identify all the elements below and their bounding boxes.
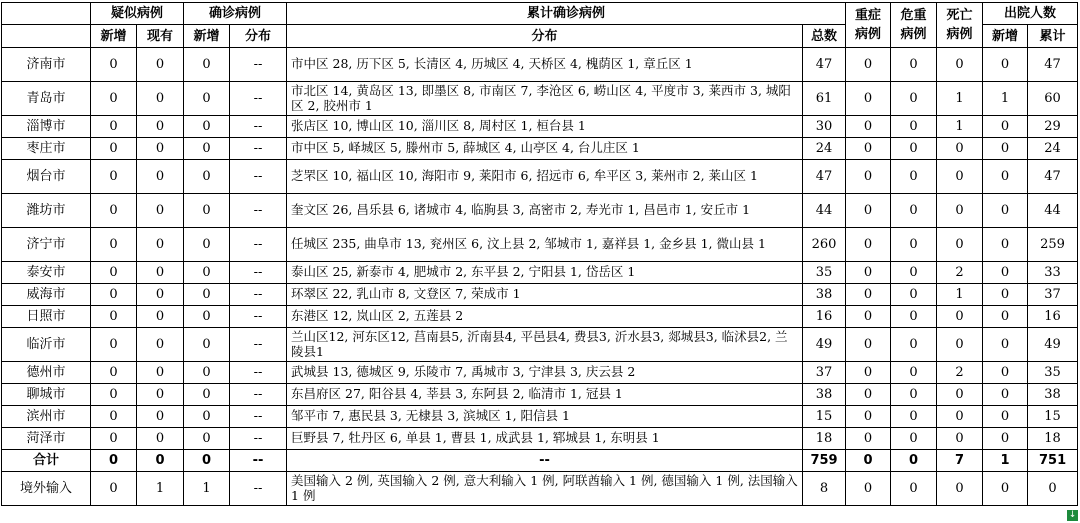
suspected-current: 0 bbox=[137, 138, 184, 160]
severe-count: 0 bbox=[846, 194, 891, 228]
cumulative-total: 8 bbox=[803, 472, 846, 506]
cumulative-total: 18 bbox=[803, 428, 846, 450]
critical-count: 0 bbox=[891, 262, 937, 284]
death-count: 2 bbox=[937, 262, 983, 284]
discharged-cumulative: 37 bbox=[1028, 284, 1078, 306]
cumulative-distribution: 市中区 28, 历下区 5, 长清区 4, 历城区 4, 天桥区 4, 槐荫区 1, 章丘区 1 bbox=[287, 48, 803, 82]
suspected-current: 0 bbox=[137, 384, 184, 406]
confirmed-new: 0 bbox=[184, 262, 230, 284]
city-name: 青岛市 bbox=[2, 82, 91, 116]
city-name: 济南市 bbox=[2, 48, 91, 82]
confirmed-new: 0 bbox=[184, 116, 230, 138]
discharged-cumulative: 29 bbox=[1028, 116, 1078, 138]
death-count: 0 bbox=[937, 328, 983, 362]
cumulative-total: 47 bbox=[803, 48, 846, 82]
header-death: 死亡 病例 bbox=[937, 3, 983, 48]
discharged-new: 0 bbox=[983, 262, 1028, 284]
header-severe: 重症 病例 bbox=[846, 3, 891, 48]
cumulative-total: 759 bbox=[803, 450, 846, 472]
severe-count: 0 bbox=[846, 428, 891, 450]
confirmed-new: 0 bbox=[184, 194, 230, 228]
cumulative-total: 35 bbox=[803, 262, 846, 284]
table-row bbox=[2, 82, 1078, 116]
discharged-cumulative: 18 bbox=[1028, 428, 1078, 450]
city-name: 日照市 bbox=[2, 306, 91, 328]
critical-count: 0 bbox=[891, 82, 937, 116]
cumulative-distribution: 市北区 14, 黄岛区 13, 即墨区 8, 市南区 7, 李沧区 6, 崂山区 4, 平度市 3, 莱西市 3, 城阳区 2, 胶州市 1 bbox=[287, 82, 803, 116]
critical-count: 0 bbox=[891, 406, 937, 428]
cumulative-distribution: 芝罘区 10, 福山区 10, 海阳市 9, 莱阳市 6, 招远市 6, 牟平区 3, 莱州市 2, 莱山区 1 bbox=[287, 160, 803, 194]
severe-count: 0 bbox=[846, 262, 891, 284]
city-name: 枣庄市 bbox=[2, 138, 91, 160]
discharged-new: 0 bbox=[983, 138, 1028, 160]
table-row bbox=[2, 472, 1078, 506]
header-row-1 bbox=[2, 3, 1078, 25]
critical-count: 0 bbox=[891, 450, 937, 472]
suspected-current: 1 bbox=[137, 472, 184, 506]
confirmed-new: 0 bbox=[184, 450, 230, 472]
table-row bbox=[2, 48, 1078, 82]
suspected-current: 0 bbox=[137, 262, 184, 284]
discharged-cumulative: 49 bbox=[1028, 328, 1078, 362]
critical-count: 0 bbox=[891, 228, 937, 262]
cumulative-distribution: 奎文区 26, 昌乐县 6, 诸城市 4, 临朐县 3, 高密市 2, 寿光市 1, 昌邑市 1, 安丘市 1 bbox=[287, 194, 803, 228]
death-count: 1 bbox=[937, 284, 983, 306]
city-name: 滨州市 bbox=[2, 406, 91, 428]
suspected-current: 0 bbox=[137, 328, 184, 362]
severe-count: 0 bbox=[846, 116, 891, 138]
header-discharged: 出院人数 bbox=[983, 3, 1078, 25]
critical-count: 0 bbox=[891, 116, 937, 138]
death-count: 0 bbox=[937, 306, 983, 328]
discharged-cumulative: 16 bbox=[1028, 306, 1078, 328]
critical-count: 0 bbox=[891, 284, 937, 306]
city-name: 泰安市 bbox=[2, 262, 91, 284]
critical-count: 0 bbox=[891, 428, 937, 450]
header-discharged-cumulative: 累计 bbox=[1028, 25, 1078, 48]
severe-count: 0 bbox=[846, 138, 891, 160]
discharged-cumulative: 0 bbox=[1028, 472, 1078, 506]
confirmed-new: 0 bbox=[184, 306, 230, 328]
severe-count: 0 bbox=[846, 48, 891, 82]
covid-case-table bbox=[1, 2, 1078, 506]
discharged-new: 1 bbox=[983, 82, 1028, 116]
confirmed-new: 0 bbox=[184, 138, 230, 160]
suspected-current: 0 bbox=[137, 228, 184, 262]
suspected-new: 0 bbox=[91, 328, 137, 362]
confirmed-new: 0 bbox=[184, 362, 230, 384]
cumulative-total: 61 bbox=[803, 82, 846, 116]
confirmed-new: 1 bbox=[184, 472, 230, 506]
death-count: 7 bbox=[937, 450, 983, 472]
suspected-new: 0 bbox=[91, 284, 137, 306]
city-name: 淄博市 bbox=[2, 116, 91, 138]
severe-count: 0 bbox=[846, 284, 891, 306]
discharged-new: 0 bbox=[983, 284, 1028, 306]
cumulative-total: 38 bbox=[803, 384, 846, 406]
death-count: 1 bbox=[937, 82, 983, 116]
header-cumulative: 累计确诊病例 bbox=[287, 3, 846, 25]
total-row bbox=[2, 450, 1078, 472]
discharged-cumulative: 259 bbox=[1028, 228, 1078, 262]
critical-count: 0 bbox=[891, 138, 937, 160]
table-row bbox=[2, 160, 1078, 194]
confirmed-distribution: -- bbox=[230, 160, 287, 194]
city-name: 临沂市 bbox=[2, 328, 91, 362]
city-name: 菏泽市 bbox=[2, 428, 91, 450]
discharged-cumulative: 33 bbox=[1028, 262, 1078, 284]
city-name: 威海市 bbox=[2, 284, 91, 306]
table-row bbox=[2, 306, 1078, 328]
confirmed-new: 0 bbox=[184, 160, 230, 194]
critical-count: 0 bbox=[891, 48, 937, 82]
death-count: 0 bbox=[937, 228, 983, 262]
cumulative-total: 49 bbox=[803, 328, 846, 362]
suspected-new: 0 bbox=[91, 48, 137, 82]
critical-count: 0 bbox=[891, 472, 937, 506]
header-cumulative-total: 总数 bbox=[803, 25, 846, 48]
confirmed-new: 0 bbox=[184, 284, 230, 306]
table-row bbox=[2, 384, 1078, 406]
discharged-cumulative: 38 bbox=[1028, 384, 1078, 406]
confirmed-new: 0 bbox=[184, 384, 230, 406]
discharged-new: 0 bbox=[983, 194, 1028, 228]
suspected-current: 0 bbox=[137, 82, 184, 116]
severe-count: 0 bbox=[846, 406, 891, 428]
confirmed-distribution: -- bbox=[230, 450, 287, 472]
confirmed-new: 0 bbox=[184, 328, 230, 362]
critical-count: 0 bbox=[891, 160, 937, 194]
discharged-new: 0 bbox=[983, 48, 1028, 82]
table-row bbox=[2, 362, 1078, 384]
header-suspected: 疑似病例 bbox=[91, 3, 184, 25]
death-count: 0 bbox=[937, 428, 983, 450]
discharged-new: 0 bbox=[983, 228, 1028, 262]
discharged-new: 0 bbox=[983, 406, 1028, 428]
confirmed-distribution: -- bbox=[230, 284, 287, 306]
discharged-cumulative: 24 bbox=[1028, 138, 1078, 160]
discharged-cumulative: 751 bbox=[1028, 450, 1078, 472]
confirmed-distribution: -- bbox=[230, 48, 287, 82]
discharged-new: 0 bbox=[983, 472, 1028, 506]
confirmed-new: 0 bbox=[184, 48, 230, 82]
confirmed-new: 0 bbox=[184, 82, 230, 116]
discharged-cumulative: 15 bbox=[1028, 406, 1078, 428]
cumulative-distribution: 东昌府区 27, 阳谷县 4, 莘县 3, 东阿县 2, 临清市 1, 冠县 1 bbox=[287, 384, 803, 406]
suspected-current: 0 bbox=[137, 306, 184, 328]
cumulative-total: 16 bbox=[803, 306, 846, 328]
cumulative-distribution: 市中区 5, 峄城区 5, 滕州市 5, 薛城区 4, 山亭区 4, 台儿庄区 1 bbox=[287, 138, 803, 160]
confirmed-distribution: -- bbox=[230, 82, 287, 116]
discharged-new: 0 bbox=[983, 160, 1028, 194]
death-count: 0 bbox=[937, 194, 983, 228]
suspected-new: 0 bbox=[91, 160, 137, 194]
severe-count: 0 bbox=[846, 450, 891, 472]
cumulative-total: 260 bbox=[803, 228, 846, 262]
table-body bbox=[2, 48, 1078, 506]
confirmed-new: 0 bbox=[184, 406, 230, 428]
city-name: 德州市 bbox=[2, 362, 91, 384]
confirmed-distribution: -- bbox=[230, 116, 287, 138]
table-row bbox=[2, 116, 1078, 138]
confirmed-distribution: -- bbox=[230, 228, 287, 262]
critical-count: 0 bbox=[891, 384, 937, 406]
cumulative-total: 37 bbox=[803, 362, 846, 384]
discharged-new: 0 bbox=[983, 116, 1028, 138]
severe-count: 0 bbox=[846, 306, 891, 328]
table-row bbox=[2, 262, 1078, 284]
cumulative-total: 24 bbox=[803, 138, 846, 160]
critical-count: 0 bbox=[891, 328, 937, 362]
severe-count: 0 bbox=[846, 384, 891, 406]
cumulative-total: 15 bbox=[803, 406, 846, 428]
suspected-new: 0 bbox=[91, 428, 137, 450]
cumulative-distribution: 邹平市 7, 惠民县 3, 无棣县 3, 滨城区 1, 阳信县 1 bbox=[287, 406, 803, 428]
cumulative-total: 44 bbox=[803, 194, 846, 228]
confirmed-distribution: -- bbox=[230, 428, 287, 450]
table-row bbox=[2, 328, 1078, 362]
header-suspected-new: 新增 bbox=[91, 25, 137, 48]
confirmed-distribution: -- bbox=[230, 306, 287, 328]
cumulative-distribution: 张店区 10, 博山区 10, 淄川区 8, 周村区 1, 桓台县 1 bbox=[287, 116, 803, 138]
cumulative-distribution: 任城区 235, 曲阜市 13, 兖州区 6, 汶上县 2, 邹城市 1, 嘉祥县 1, 金乡县 1, 微山县 1 bbox=[287, 228, 803, 262]
severe-count: 0 bbox=[846, 160, 891, 194]
suspected-current: 0 bbox=[137, 428, 184, 450]
suspected-current: 0 bbox=[137, 450, 184, 472]
suspected-new: 0 bbox=[91, 262, 137, 284]
suspected-new: 0 bbox=[91, 362, 137, 384]
confirmed-distribution: -- bbox=[230, 406, 287, 428]
suspected-new: 0 bbox=[91, 306, 137, 328]
cumulative-distribution: 兰山区12, 河东区12, 莒南县5, 沂南县4, 平邑县4, 费县3, 沂水县3, 郯城县3, 临沭县2, 兰陵县1 bbox=[287, 328, 803, 362]
death-count: 0 bbox=[937, 138, 983, 160]
header-corner bbox=[2, 3, 91, 25]
cumulative-distribution: -- bbox=[287, 450, 803, 472]
severe-count: 0 bbox=[846, 472, 891, 506]
suspected-new: 0 bbox=[91, 472, 137, 506]
table-row bbox=[2, 406, 1078, 428]
scroll-down-icon[interactable]: ↓ bbox=[1068, 510, 1077, 520]
severe-count: 0 bbox=[846, 228, 891, 262]
confirmed-distribution: -- bbox=[230, 194, 287, 228]
header-confirmed-new: 新增 bbox=[184, 25, 230, 48]
discharged-new: 0 bbox=[983, 306, 1028, 328]
cumulative-distribution: 泰山区 25, 新泰市 4, 肥城市 2, 东平县 2, 宁阳县 1, 岱岳区 1 bbox=[287, 262, 803, 284]
suspected-current: 0 bbox=[137, 116, 184, 138]
severe-count: 0 bbox=[846, 362, 891, 384]
cumulative-total: 38 bbox=[803, 284, 846, 306]
city-name: 潍坊市 bbox=[2, 194, 91, 228]
cumulative-total: 30 bbox=[803, 116, 846, 138]
death-count: 2 bbox=[937, 362, 983, 384]
suspected-new: 0 bbox=[91, 116, 137, 138]
discharged-cumulative: 44 bbox=[1028, 194, 1078, 228]
suspected-new: 0 bbox=[91, 228, 137, 262]
discharged-new: 0 bbox=[983, 362, 1028, 384]
discharged-cumulative: 60 bbox=[1028, 82, 1078, 116]
confirmed-distribution: -- bbox=[230, 472, 287, 506]
confirmed-distribution: -- bbox=[230, 138, 287, 160]
discharged-cumulative: 47 bbox=[1028, 160, 1078, 194]
city-name: 合计 bbox=[2, 450, 91, 472]
confirmed-distribution: -- bbox=[230, 362, 287, 384]
suspected-new: 0 bbox=[91, 138, 137, 160]
suspected-current: 0 bbox=[137, 48, 184, 82]
confirmed-new: 0 bbox=[184, 428, 230, 450]
city-name: 境外输入 bbox=[2, 472, 91, 506]
discharged-cumulative: 35 bbox=[1028, 362, 1078, 384]
death-count: 0 bbox=[937, 384, 983, 406]
suspected-current: 0 bbox=[137, 194, 184, 228]
confirmed-distribution: -- bbox=[230, 262, 287, 284]
suspected-current: 0 bbox=[137, 406, 184, 428]
city-name: 聊城市 bbox=[2, 384, 91, 406]
critical-count: 0 bbox=[891, 306, 937, 328]
cumulative-distribution: 环翠区 22, 乳山市 8, 文登区 7, 荣成市 1 bbox=[287, 284, 803, 306]
cumulative-total: 47 bbox=[803, 160, 846, 194]
header-critical: 危重 病例 bbox=[891, 3, 937, 48]
table-row bbox=[2, 228, 1078, 262]
death-count: 0 bbox=[937, 48, 983, 82]
suspected-new: 0 bbox=[91, 82, 137, 116]
suspected-new: 0 bbox=[91, 406, 137, 428]
discharged-cumulative: 47 bbox=[1028, 48, 1078, 82]
death-count: 0 bbox=[937, 472, 983, 506]
confirmed-distribution: -- bbox=[230, 384, 287, 406]
confirmed-distribution: -- bbox=[230, 328, 287, 362]
severe-count: 0 bbox=[846, 328, 891, 362]
confirmed-new: 0 bbox=[184, 228, 230, 262]
header-confirmed: 确诊病例 bbox=[184, 3, 287, 25]
suspected-new: 0 bbox=[91, 450, 137, 472]
cumulative-distribution: 巨野县 7, 牡丹区 6, 单县 1, 曹县 1, 成武县 1, 郓城县 1, 东明县 1 bbox=[287, 428, 803, 450]
cumulative-distribution: 武城县 13, 德城区 9, 乐陵市 7, 禹城市 3, 宁津县 3, 庆云县 2 bbox=[287, 362, 803, 384]
death-count: 0 bbox=[937, 406, 983, 428]
city-name: 烟台市 bbox=[2, 160, 91, 194]
critical-count: 0 bbox=[891, 362, 937, 384]
header-discharged-new: 新增 bbox=[983, 25, 1028, 48]
discharged-new: 0 bbox=[983, 328, 1028, 362]
discharged-new: 0 bbox=[983, 384, 1028, 406]
suspected-new: 0 bbox=[91, 194, 137, 228]
header-corner-2 bbox=[2, 25, 91, 48]
death-count: 0 bbox=[937, 160, 983, 194]
severe-count: 0 bbox=[846, 82, 891, 116]
suspected-current: 0 bbox=[137, 362, 184, 384]
header-confirmed-distribution: 分布 bbox=[230, 25, 287, 48]
discharged-new: 1 bbox=[983, 450, 1028, 472]
header-cumulative-distribution: 分布 bbox=[287, 25, 803, 48]
suspected-new: 0 bbox=[91, 384, 137, 406]
city-name: 济宁市 bbox=[2, 228, 91, 262]
death-count: 1 bbox=[937, 116, 983, 138]
table-row bbox=[2, 284, 1078, 306]
suspected-current: 0 bbox=[137, 284, 184, 306]
critical-count: 0 bbox=[891, 194, 937, 228]
table-row bbox=[2, 194, 1078, 228]
discharged-new: 0 bbox=[983, 428, 1028, 450]
cumulative-distribution: 美国输入 2 例, 英国输入 2 例, 意大利输入 1 例, 阿联酋输入 1 例, 德国输入 1 例, 法国输入 1 例 bbox=[287, 472, 803, 506]
header-suspected-current: 现有 bbox=[137, 25, 184, 48]
cumulative-distribution: 东港区 12, 岚山区 2, 五莲县 2 bbox=[287, 306, 803, 328]
table-row bbox=[2, 428, 1078, 450]
table-row bbox=[2, 138, 1078, 160]
suspected-current: 0 bbox=[137, 160, 184, 194]
